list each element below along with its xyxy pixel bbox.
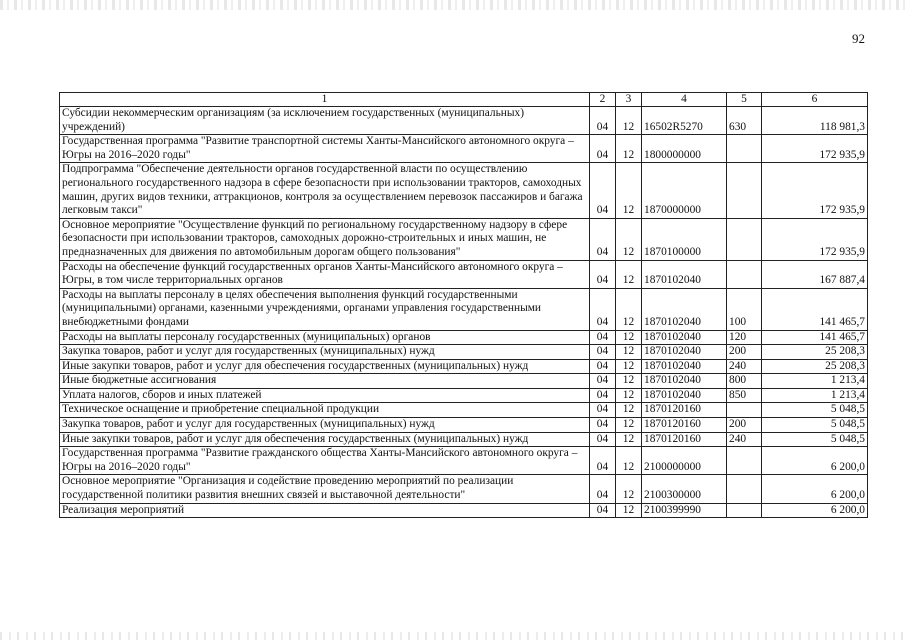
cell-subsection: 12 (616, 218, 642, 260)
budget-table (59, 92, 868, 518)
cell-expense-type: 100 (727, 288, 762, 330)
cell-section: 04 (590, 418, 616, 433)
page-number: 92 (852, 31, 865, 46)
scan-edge-top (0, 0, 905, 10)
cell-subsection: 12 (616, 388, 642, 403)
table-row (60, 260, 868, 288)
cell-subsection: 12 (616, 418, 642, 433)
cell-section: 04 (590, 374, 616, 389)
table-row (60, 432, 868, 447)
cell-expense-type (727, 135, 762, 163)
cell-sum: 141 465,7 (762, 330, 868, 345)
table-row (60, 388, 868, 403)
cell-subsection: 12 (616, 475, 642, 503)
cell-sum: 172 935,9 (762, 135, 868, 163)
cell-code: 1870102040 (642, 359, 727, 374)
cell-sum: 6 200,0 (762, 447, 868, 475)
table-row (60, 330, 868, 345)
col-header-code: 4 (642, 93, 727, 107)
cell-section: 04 (590, 345, 616, 360)
cell-code: 1870102040 (642, 374, 727, 389)
cell-expense-type: 120 (727, 330, 762, 345)
cell-name: Расходы на выплаты персоналу в целях обеспечения выполнения функций государственными (муниципальными) органами, казенными учреждениями, органами управления государственными внебюджетными фондами (60, 288, 590, 330)
cell-code: 1870102040 (642, 388, 727, 403)
cell-sum: 6 200,0 (762, 503, 868, 518)
cell-code: 2100399990 (642, 503, 727, 518)
cell-section: 04 (590, 330, 616, 345)
cell-section: 04 (590, 260, 616, 288)
cell-subsection: 12 (616, 260, 642, 288)
cell-code: 1870120160 (642, 418, 727, 433)
cell-subsection: 12 (616, 330, 642, 345)
cell-subsection: 12 (616, 447, 642, 475)
table-body (60, 107, 868, 518)
cell-name: Основное мероприятие "Осуществление функций по региональному государственному надзору в сфере безопасности при использовании тракторов, самоходных дорожно-строительных и иных машин, не предназначенных для движения по автомобильным дорогам общего пользования" (60, 218, 590, 260)
cell-name: Уплата налогов, сборов и иных платежей (60, 388, 590, 403)
table-row (60, 503, 868, 518)
cell-code: 16502R5270 (642, 107, 727, 135)
cell-subsection: 12 (616, 288, 642, 330)
cell-subsection: 12 (616, 403, 642, 418)
cell-sum: 25 208,3 (762, 359, 868, 374)
cell-subsection: 12 (616, 503, 642, 518)
cell-name: Закупка товаров, работ и услуг для государственных (муниципальных) нужд (60, 418, 590, 433)
cell-sum: 6 200,0 (762, 475, 868, 503)
col-header-sum: 6 (762, 93, 868, 107)
cell-expense-type (727, 403, 762, 418)
col-header-type: 5 (727, 93, 762, 107)
table-row (60, 288, 868, 330)
cell-expense-type: 200 (727, 418, 762, 433)
table-row (60, 107, 868, 135)
table-row (60, 418, 868, 433)
cell-code: 1870102040 (642, 260, 727, 288)
table-row (60, 163, 868, 218)
cell-code: 1870100000 (642, 218, 727, 260)
cell-name: Иные закупки товаров, работ и услуг для обеспечения государственных (муниципальных) нужд (60, 359, 590, 374)
cell-section: 04 (590, 135, 616, 163)
cell-section: 04 (590, 403, 616, 418)
cell-sum: 172 935,9 (762, 163, 868, 218)
table-row (60, 403, 868, 418)
table-row (60, 374, 868, 389)
table-row (60, 447, 868, 475)
cell-name: Иные закупки товаров, работ и услуг для обеспечения государственных (муниципальных) нужд (60, 432, 590, 447)
cell-section: 04 (590, 163, 616, 218)
cell-code: 1870120160 (642, 403, 727, 418)
cell-subsection: 12 (616, 135, 642, 163)
cell-sum: 141 465,7 (762, 288, 868, 330)
cell-code: 2100300000 (642, 475, 727, 503)
cell-name: Субсидии некоммерческим организациям (за исключением государственных (муниципальных) учреждений) (60, 107, 590, 135)
cell-sum: 172 935,9 (762, 218, 868, 260)
table-row (60, 475, 868, 503)
cell-sum: 1 213,4 (762, 374, 868, 389)
cell-section: 04 (590, 218, 616, 260)
cell-subsection: 12 (616, 345, 642, 360)
cell-name: Закупка товаров, работ и услуг для государственных (муниципальных) нужд (60, 345, 590, 360)
cell-subsection: 12 (616, 374, 642, 389)
cell-sum: 167 887,4 (762, 260, 868, 288)
cell-subsection: 12 (616, 359, 642, 374)
cell-expense-type: 240 (727, 359, 762, 374)
cell-sum: 25 208,3 (762, 345, 868, 360)
table-row (60, 359, 868, 374)
cell-name: Реализация мероприятий (60, 503, 590, 518)
cell-expense-type: 850 (727, 388, 762, 403)
cell-section: 04 (590, 432, 616, 447)
cell-code: 1870102040 (642, 345, 727, 360)
scan-edge-bottom (0, 632, 905, 640)
cell-sum: 5 048,5 (762, 418, 868, 433)
cell-expense-type: 630 (727, 107, 762, 135)
cell-code: 1870120160 (642, 432, 727, 447)
cell-name: Подпрограмма "Обеспечение деятельности органов государственной власти по осуществлению регионального государственного надзора в сфере безопасности при использовании тракторов, самоходных машин, других видов техники, аттракционов, контроля за осуществлением перевозок пассажиров и багажа легковым такси" (60, 163, 590, 218)
cell-subsection: 12 (616, 163, 642, 218)
cell-expense-type (727, 503, 762, 518)
table-row (60, 218, 868, 260)
cell-expense-type (727, 447, 762, 475)
cell-expense-type (727, 218, 762, 260)
cell-subsection: 12 (616, 107, 642, 135)
cell-expense-type (727, 475, 762, 503)
cell-subsection: 12 (616, 432, 642, 447)
cell-expense-type: 240 (727, 432, 762, 447)
cell-code: 1870000000 (642, 163, 727, 218)
col-header-subsection: 3 (616, 93, 642, 107)
cell-section: 04 (590, 447, 616, 475)
cell-expense-type (727, 163, 762, 218)
cell-code: 1800000000 (642, 135, 727, 163)
cell-expense-type (727, 260, 762, 288)
cell-name: Государственная программа "Развитие транспортной системы Ханты-Мансийского автономного округа – Югры на 2016–2020 годы" (60, 135, 590, 163)
table-row (60, 345, 868, 360)
cell-sum: 1 213,4 (762, 388, 868, 403)
cell-section: 04 (590, 475, 616, 503)
cell-name: Основное мероприятие "Организация и содействие проведению мероприятий по реализации государственной политики развития внешних связей и выставочной деятельности" (60, 475, 590, 503)
cell-name: Техническое оснащение и приобретение специальной продукции (60, 403, 590, 418)
cell-code: 1870102040 (642, 330, 727, 345)
col-header-name: 1 (60, 93, 590, 107)
cell-expense-type: 200 (727, 345, 762, 360)
cell-sum: 5 048,5 (762, 403, 868, 418)
cell-section: 04 (590, 359, 616, 374)
cell-sum: 5 048,5 (762, 432, 868, 447)
cell-code: 1870102040 (642, 288, 727, 330)
cell-section: 04 (590, 107, 616, 135)
cell-sum: 118 981,3 (762, 107, 868, 135)
cell-section: 04 (590, 503, 616, 518)
table-row (60, 135, 868, 163)
cell-section: 04 (590, 288, 616, 330)
col-header-section: 2 (590, 93, 616, 107)
cell-expense-type: 800 (727, 374, 762, 389)
cell-name: Иные бюджетные ассигнования (60, 374, 590, 389)
cell-name: Государственная программа "Развитие гражданского общества Ханты-Мансийского автономного округа – Югры на 2016–2020 годы" (60, 447, 590, 475)
cell-name: Расходы на обеспечение функций государственных органов Ханты-Мансийского автономного округа – Югры, в том числе территориальных органов (60, 260, 590, 288)
cell-code: 2100000000 (642, 447, 727, 475)
cell-name: Расходы на выплаты персоналу государственных (муниципальных) органов (60, 330, 590, 345)
header-row (60, 93, 868, 107)
cell-section: 04 (590, 388, 616, 403)
